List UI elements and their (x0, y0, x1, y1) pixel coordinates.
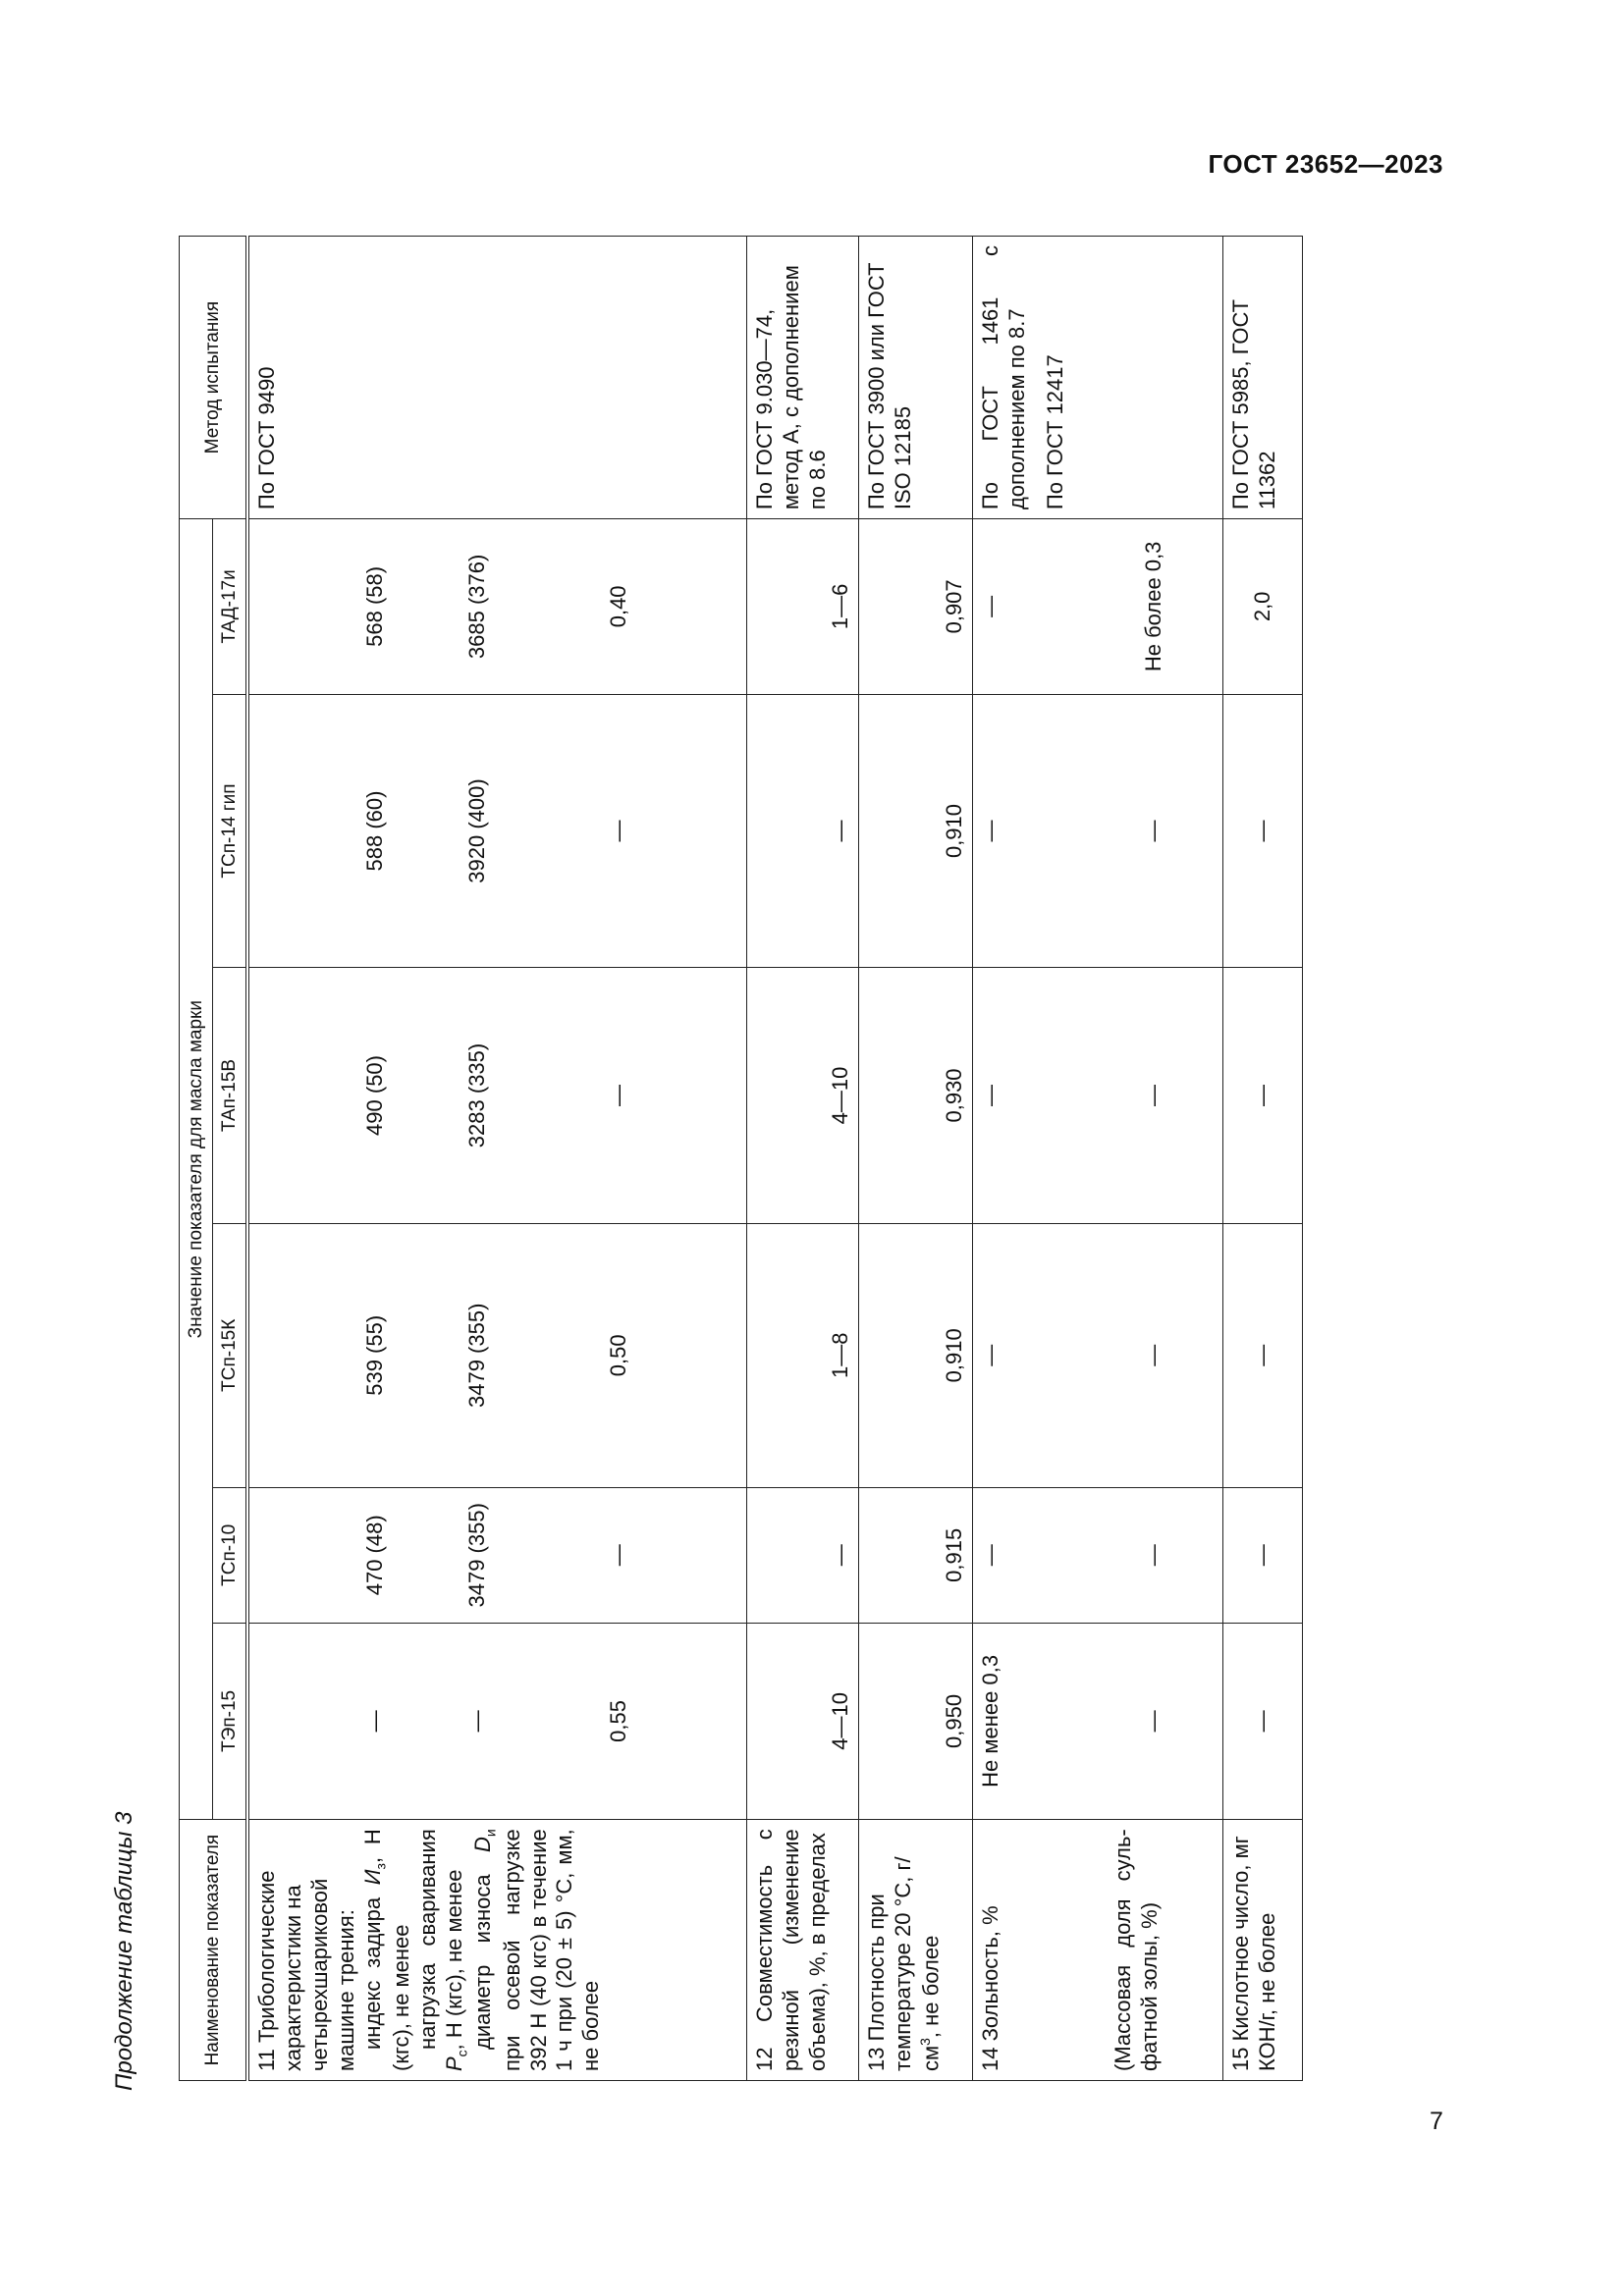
rotated-table-container (179, 236, 1303, 2081)
sub-indicator-wear-diameter: диаметр износа $D_и$ при осевой нагрузке 392 Н (40 кгс) в течение 1 ч при (20 ± 5) °С, мм, не более (470, 1829, 604, 2071)
table-row-acid-number (1223, 237, 1303, 2081)
value-cell: — — (973, 1223, 1223, 1487)
value-cell: — — (973, 968, 1223, 1223)
table-row-ash-content (973, 237, 1223, 2081)
value-cell: — — (973, 1488, 1223, 1624)
row-name-cell: 13 Плотность при температуре 20 °С, $г/см^3$, не более (859, 1820, 973, 2081)
brand-header: ТЭп-15 (213, 1623, 248, 1820)
value-cell: — (746, 1488, 858, 1624)
value-cell: 0,910 (859, 694, 973, 968)
value-cell: 0,907 (859, 519, 973, 695)
table-row-rubber-compatibility (746, 237, 858, 2081)
value-cell: 0,915 (859, 1488, 973, 1624)
value-cell: — (1223, 968, 1303, 1223)
value-cell: 1—6 (746, 519, 858, 695)
value-cell: — (1223, 1223, 1303, 1487)
method-column-header: Метод испытания (180, 237, 248, 519)
table-row-density (859, 237, 973, 2081)
method-cell: По ГОСТ 1461 с дополнением по 8.7 По ГОСТ 12417 (973, 237, 1223, 519)
table-row-tribological (247, 237, 746, 2081)
method-cell: По ГОСТ 3900 или ГОСТ ISO 12185 (859, 237, 973, 519)
method-cell: По ГОСТ 5985, ГОСТ 11362 (1223, 237, 1303, 519)
row-title: 11 Трибологические характеристики на четырехшариковой машине трения: (254, 1870, 358, 2071)
value-cell: — (1223, 1623, 1303, 1820)
row-name-cell: 12 Совместимость с резиной (изменение объема), %, в пределах (746, 1820, 858, 2081)
value-cell: 2,0 (1223, 519, 1303, 695)
row-name-cell: 15 Кислотное число, мг КОН/г, не более (1223, 1820, 1303, 2081)
value-cell: 490 (50) 3283 (335) — (247, 968, 746, 1223)
value-cell: — (746, 694, 858, 968)
value-cell: 0,930 (859, 968, 973, 1223)
row-name-cell (247, 1820, 746, 2081)
value-cell: 588 (60) 3920 (400) — (247, 694, 746, 968)
sub-indicator-weld-load: нагрузка сваривания $P_с$, Н (кгс), не менее (414, 1829, 470, 2071)
value-cell: 539 (55) 3479 (355) 0,50 (247, 1223, 746, 1487)
value-cell: — — 0,55 (247, 1623, 746, 1820)
sulfated-ash-label: (Массовая доля суль-фатной золы, %) (1110, 1829, 1163, 2071)
value-cell: 4—10 (746, 1623, 858, 1820)
value-cell: 568 (58) 3685 (376) 0,40 (247, 519, 746, 695)
value-cell: 0,910 (859, 1223, 973, 1487)
row-name-cell: 14 Зольность, % (Массовая доля суль-фатной золы, %) (973, 1820, 1223, 2081)
brand-header: ТСп-14 гип (213, 694, 248, 968)
brand-header: ТСп-10 (213, 1488, 248, 1624)
sub-indicator-seizure-index: индекс задира $И_з$, Н (кгс), не менее (359, 1829, 414, 2071)
brand-header: ТАп-15В (213, 968, 248, 1223)
value-cell: 0,950 (859, 1623, 973, 1820)
value-cell: — (1223, 694, 1303, 968)
value-cell: — Не более 0,3 (973, 519, 1223, 695)
brand-group-header: Значение показателя для масла марки (180, 519, 213, 1820)
method-cell: По ГОСТ 9490 (247, 237, 746, 519)
header-row (180, 237, 213, 2081)
name-column-header: Наименование показателя (180, 1820, 248, 2081)
properties-table (179, 236, 1303, 2081)
brand-header: ТСп-15К (213, 1223, 248, 1487)
value-cell: — — (973, 694, 1223, 968)
value-cell: — (1223, 1488, 1303, 1624)
value-cell: 1—8 (746, 1223, 858, 1487)
page-number: 7 (1430, 2108, 1443, 2135)
method-cell: По ГОСТ 9.030—74, метод А, с дополнением по 8.6 (746, 237, 858, 519)
value-cell: 470 (48) 3479 (355) — (247, 1488, 746, 1624)
table-continuation-caption: Продолжение таблицы 3 (111, 1811, 137, 2091)
standard-code: ГОСТ 23652—2023 (1208, 149, 1443, 179)
brand-header: ТАД-17и (213, 519, 248, 695)
value-cell: Не менее 0,3 — (973, 1623, 1223, 1820)
value-cell: 4—10 (746, 968, 858, 1223)
